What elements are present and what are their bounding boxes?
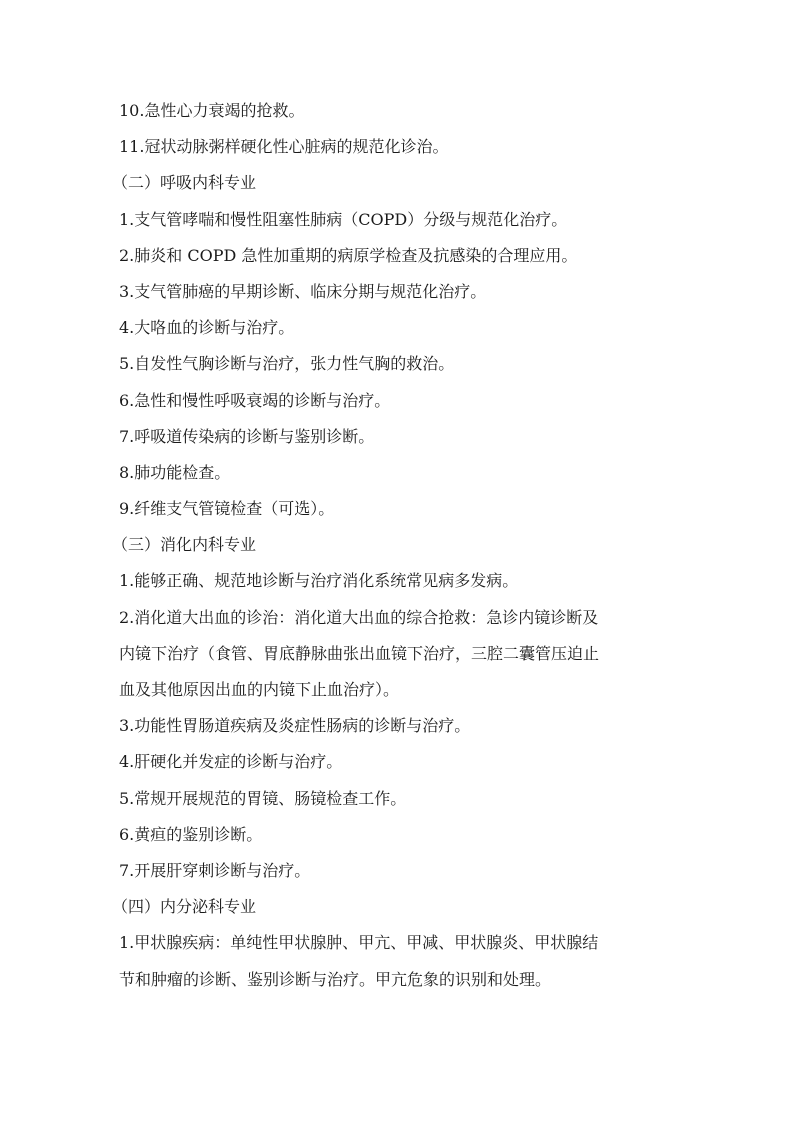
document-body [112,93,679,998]
text-line: 7.呼吸道传染病的诊断与鉴别诊断。 [119,426,375,446]
text-line: 6.急性和慢性呼吸衰竭的诊断与治疗。 [119,390,391,410]
section-heading: （四）内分泌科专业 [112,897,257,917]
text-line: 10.急性心力衰竭的抢救。 [119,101,305,120]
text-line: 血及其他原因出血的内镜下止血治疗）。 [119,680,400,699]
text-line: 8.肺功能检查。 [119,462,231,482]
text-line: 11.冠状动脉粥样硬化性心脏病的规范化诊治。 [119,137,449,157]
section-heading: （三）消化内科专业 [112,535,257,555]
text-line: 1.能够正确、规范地诊断与治疗消化系统常见病多发病。 [119,571,519,591]
text-line: 2.消化道大出血的诊治：消化道大出血的综合抢救：急诊内镜诊断及 [119,607,599,627]
text-line: 9.纤维支气管镜检查（可选）。 [119,499,335,519]
text-line: 4.肝硬化并发症的诊断与治疗。 [119,752,343,772]
text-line: 1.甲状腺疾病：单纯性甲状腺肿、甲亢、甲减、甲状腺炎、甲状腺结 [119,933,599,953]
text-line: 7.开展肝穿刺诊断与治疗。 [119,860,311,880]
text-line: 1.支气管哮喘和慢性阻塞性肺病（COPD）分级与规范化治疗。 [119,209,568,229]
text-line: 6.黄疸的鉴别诊断。 [119,824,263,844]
text-line: 4.大咯血的诊断与治疗。 [119,318,295,338]
text-line: 内镜下治疗（食管、胃底静脉曲张出血镜下治疗，三腔二囊管压迫止 [119,643,600,663]
text-line: 5.常规开展规范的胃镜、肠镜检查工作。 [119,788,407,808]
text-line: 5.自发性气胸诊断与治疗，张力性气胸的救治。 [119,354,455,374]
text-line: 3.功能性胃肠道疾病及炎症性肠病的诊断与治疗。 [119,716,471,736]
text-line: 节和肿瘤的诊断、鉴别诊断与治疗。甲亢危象的识别和处理。 [119,969,552,989]
text-line: 3.支气管肺癌的早期诊断、临床分期与规范化治疗。 [119,281,487,301]
text-line: 2.肺炎和 COPD 急性加重期的病原学检查及抗感染的合理应用。 [119,245,578,265]
section-heading: （二）呼吸内科专业 [112,173,257,193]
